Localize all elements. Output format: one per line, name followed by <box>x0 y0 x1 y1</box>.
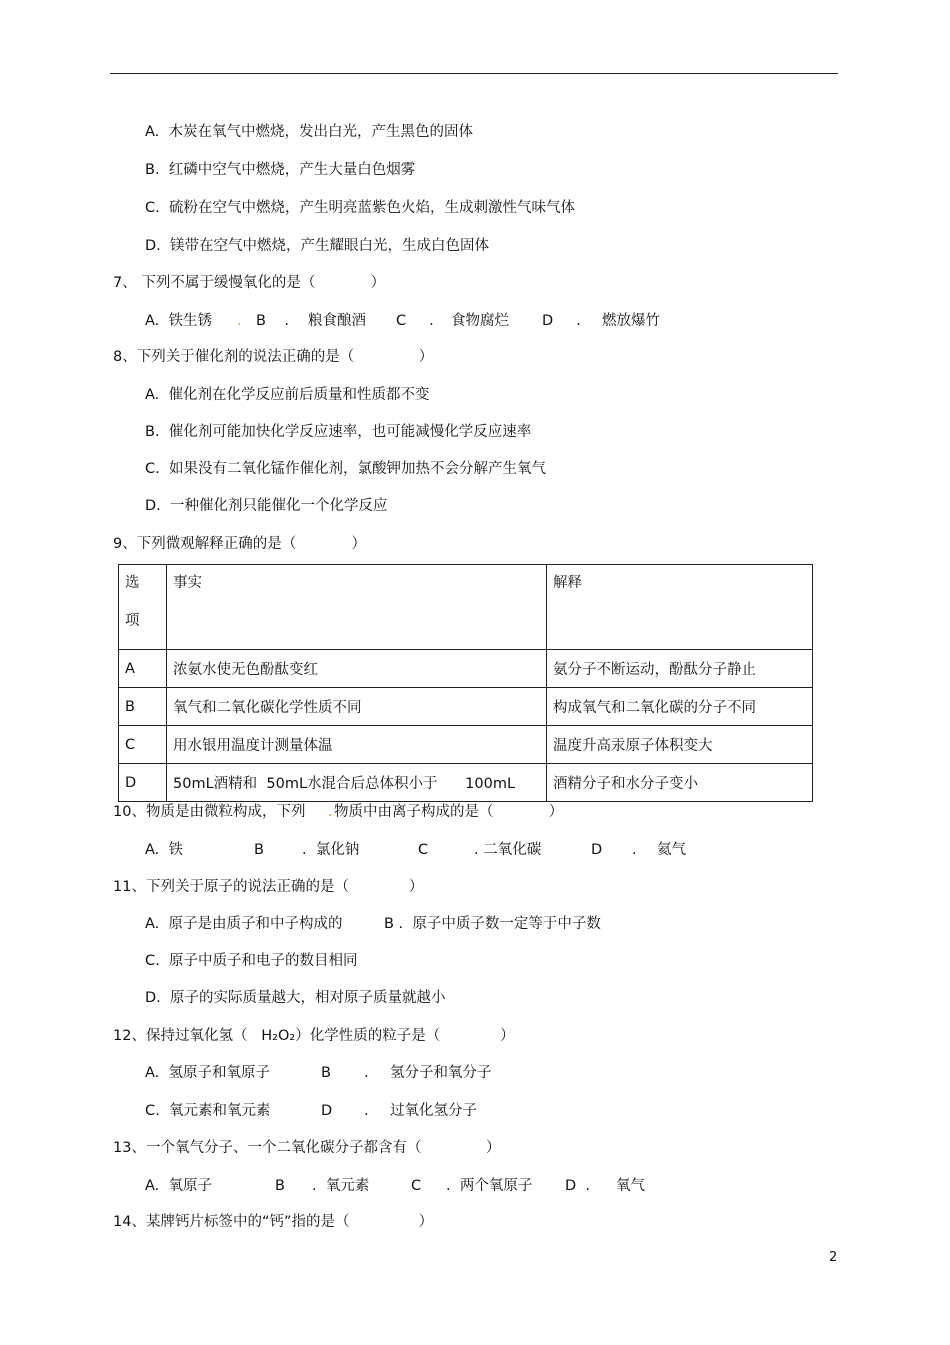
table-header-row <box>119 565 813 650</box>
q9-stem: 9、下列微观解释正确的是（ ） <box>113 536 367 552</box>
q6-option-b: B. 红磷中空气中燃烧，产生大量白色烟雾 <box>145 162 416 178</box>
q13-option-c-letter: C <box>411 1178 422 1194</box>
q12-option-c: C. 氧元素和氧元素 <box>145 1103 271 1119</box>
q8-option-b: B. 催化剂可能加快化学反应速率，也可能减慢化学反应速率 <box>145 424 532 440</box>
row-explain: 酒精分子和水分子变小 <box>547 764 813 802</box>
q10-option-d-letter: D <box>591 842 603 858</box>
row-fact: 浓氨水使无色酚酞变红 <box>167 650 547 688</box>
q12-option-b-letter: B <box>321 1065 331 1081</box>
q7-option-b: 粮食酿酒 <box>308 313 366 329</box>
q12-option-b: 氢分子和氧分子 <box>390 1065 492 1081</box>
row-explain: 构成氧气和二氧化碳的分子不同 <box>547 688 813 726</box>
row-option: B <box>119 688 167 726</box>
q10-option-d: 氦气 <box>657 842 686 858</box>
q13-stem: 13、一个氧气分子、一个二氧化碳分子都含有（ ） <box>113 1140 501 1156</box>
q7-mark: . <box>237 313 242 329</box>
q12-stem: 12、保持过氧化氢（ H₂O₂）化学性质的粒子是（ ） <box>113 1028 515 1044</box>
q10-option-b: . 氯化钠 <box>302 842 360 858</box>
header-explain: 解释 <box>547 565 813 650</box>
q12-option-a: A. 氢原子和氧原子 <box>145 1065 270 1081</box>
header-rule <box>110 73 838 74</box>
header-option <box>119 565 167 650</box>
q9-table <box>118 564 813 802</box>
q6-option-a: A. 木炭在氧气中燃烧，发出白光，产生黑色的固体 <box>145 124 473 140</box>
row-option: D <box>119 764 167 802</box>
q14-stem: 14、某牌钙片标签中的“钙”指的是（ ） <box>113 1214 434 1230</box>
q10-stem-part2: 物质中由离子构成的是（ ） <box>334 804 564 820</box>
q7-stem: 7、 下列不属于缓慢氧化的是（ ） <box>113 275 386 291</box>
q13-option-a: A. 氧原子 <box>145 1178 212 1194</box>
q8-option-c: C. 如果没有二氧化锰作催化剂，氯酸钾加热不会分解产生氧气 <box>145 461 546 477</box>
q7-option-c-letter: C . <box>396 313 434 329</box>
q12-option-b-dot: . <box>364 1065 369 1081</box>
header-option-line2: 项 <box>125 613 140 629</box>
q6-option-d: D. 镁带在空气中燃烧，产生耀眼白光，生成白色固体 <box>145 238 489 254</box>
header-option-line1: 选 <box>125 575 140 591</box>
table-row <box>119 764 813 802</box>
row-fact: 氧气和二氧化碳化学性质不同 <box>167 688 547 726</box>
row-option: A <box>119 650 167 688</box>
table-row <box>119 726 813 764</box>
q10-mark: . <box>328 804 333 820</box>
q10-stem-part1: 10、物质是由微粒构成，下列 <box>113 804 306 820</box>
row-explain: 温度升高汞原子体积变大 <box>547 726 813 764</box>
page-number: 2 <box>829 1250 838 1265</box>
q8-option-a: A. 催化剂在化学反应前后质量和性质都不变 <box>145 387 430 403</box>
q12-option-d: 过氧化氢分子 <box>390 1103 477 1119</box>
q8-stem: 8、下列关于催化剂的说法正确的是（ ） <box>113 349 434 365</box>
row-fact: 用水银用温度计测量体温 <box>167 726 547 764</box>
q13-option-b: . 氧元素 <box>312 1178 370 1194</box>
row-option: C <box>119 726 167 764</box>
q11-option-c: C. 原子中质子和电子的数目相同 <box>145 953 358 969</box>
table-row <box>119 688 813 726</box>
q12-option-d-letter: D <box>321 1103 333 1119</box>
q11-option-ab: A. 原子是由质子和中子构成的 B . 原子中质子数一定等于中子数 <box>145 916 601 932</box>
q12-option-d-dot: . <box>364 1103 369 1119</box>
q10-option-d-dot: . <box>632 842 637 858</box>
q13-option-d-letter: D . <box>565 1178 590 1194</box>
q7-option-d: 燃放爆竹 <box>602 313 660 329</box>
q7-option-c: 食物腐烂 <box>451 313 509 329</box>
q6-option-c: C. 硫粉在空气中燃烧，产生明亮蓝紫色火焰，生成刺激性气味气体 <box>145 200 575 216</box>
q7-option-d-letter: D . <box>542 313 581 329</box>
row-explain: 氨分子不断运动，酚酞分子静止 <box>547 650 813 688</box>
q10-option-c-letter: C <box>418 842 429 858</box>
q7-option-b-letter: B . <box>256 313 289 329</box>
q10-option-b-letter: B <box>254 842 264 858</box>
header-fact: 事实 <box>167 565 547 650</box>
q13-option-c: . 两个氧原子 <box>446 1178 533 1194</box>
table-row <box>119 650 813 688</box>
q11-stem: 11、下列关于原子的说法正确的是（ ） <box>113 879 424 895</box>
q7-option-a: A. 铁生锈 <box>145 313 212 329</box>
row-fact: 50mL酒精和 50mL水混合后总体积小于 100mL <box>167 764 547 802</box>
q13-option-b-letter: B <box>275 1178 285 1194</box>
q10-option-c: . 二氧化碳 <box>474 842 542 858</box>
q13-option-d: 氧气 <box>616 1178 645 1194</box>
q11-option-d: D. 原子的实际质量越大，相对原子质量就越小 <box>145 990 446 1006</box>
q10-option-a: A. 铁 <box>145 842 183 858</box>
q8-option-d: D. 一种催化剂只能催化一个化学反应 <box>145 498 388 514</box>
